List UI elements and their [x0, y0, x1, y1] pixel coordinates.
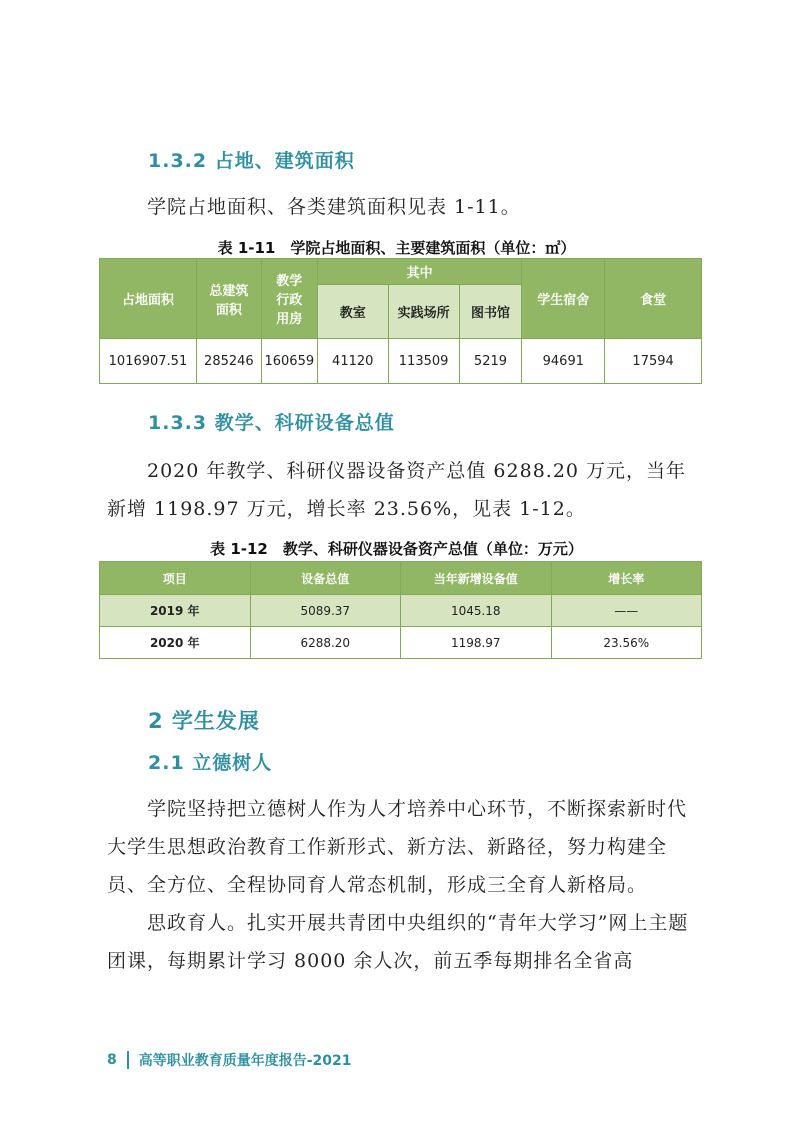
report-title: 高等职业教育质量年度报告-2021: [138, 1053, 352, 1069]
section-2-1-heading: 2.1 立德树人: [148, 752, 273, 774]
section-2-heading: 2 学生发展: [148, 709, 260, 733]
cell-classroom: 41120: [317, 339, 388, 384]
table-row: [100, 339, 702, 384]
section-1-3-2-heading: 1.3.2 占地、建筑面积: [148, 150, 355, 172]
header-library: 图书馆: [459, 285, 522, 339]
cell-growth: 23.56%: [551, 627, 702, 659]
cell-year: 2020 年: [100, 627, 251, 659]
table-row: [100, 595, 702, 627]
cell-land: 1016907.51: [100, 339, 197, 384]
cell-year: 2019 年: [100, 595, 251, 627]
section-2-1-paragraph-2: 思政育人。扎实开展共青团中央组织的“青年大学习”网上主题团课，每期累计学习 8000 余人次，前五季每期排名全省高: [107, 912, 689, 972]
header-practice: 实践场所: [388, 285, 459, 339]
equipment-value-table: [99, 561, 702, 659]
header-among: 其中: [317, 259, 522, 285]
table-1-11-caption: 表 1-11 学院占地面积、主要建筑面积（单位：㎡）: [217, 239, 576, 257]
section-1-3-3-heading: 1.3.3 教学、科研设备总值: [148, 412, 395, 434]
cell-total: 6288.20: [250, 627, 401, 659]
header-canteen: 食堂: [605, 259, 702, 339]
header-teaching-admin: 教学 行政 用房: [261, 259, 317, 339]
cell-total: 5089.37: [250, 595, 401, 627]
section-1-3-2-text: 学院占地面积、各类建筑面积见表 1-11。: [147, 196, 521, 218]
cell-dorm: 94691: [522, 339, 605, 384]
header-total-value: 设备总值: [250, 562, 401, 595]
footer-divider: [127, 1051, 129, 1069]
header-item: 项目: [100, 562, 251, 595]
cell-library: 5219: [459, 339, 522, 384]
cell-practice: 113509: [388, 339, 459, 384]
land-building-area-table: [99, 258, 702, 384]
header-new-value: 当年新增设备值: [401, 562, 552, 595]
header-dorm: 学生宿舍: [522, 259, 605, 339]
cell-canteen: 17594: [605, 339, 702, 384]
header-land-area: 占地面积: [100, 259, 197, 339]
cell-new: 1045.18: [401, 595, 552, 627]
table-1-12-caption: 表 1-12 教学、科研仪器设备资产总值（单位：万元）: [210, 540, 583, 558]
table-row: [100, 627, 702, 659]
page-number: 8: [107, 1052, 117, 1068]
page-footer: [107, 1050, 352, 1070]
section-1-3-3-text: 2020 年教学、科研仪器设备资产总值 6288.20 万元，当年新增 1198.97 万元，增长率 23.56%，见表 1-12。: [107, 460, 687, 520]
cell-new: 1198.97: [401, 627, 552, 659]
header-growth: 增长率: [551, 562, 702, 595]
cell-building: 285246: [196, 339, 261, 384]
header-total-building: 总建筑 面积: [196, 259, 261, 339]
cell-growth: ——: [551, 595, 702, 627]
section-2-1-paragraph-1: 学院坚持把立德树人作为人才培养中心环节，不断探索新时代大学生思想政治教育工作新形式、新方法、新路径，努力构建全员、全方位、全程协同育人常态机制，形成三全育人新格局。: [107, 798, 688, 896]
cell-teaching: 160659: [261, 339, 317, 384]
header-classroom: 教室: [317, 285, 388, 339]
